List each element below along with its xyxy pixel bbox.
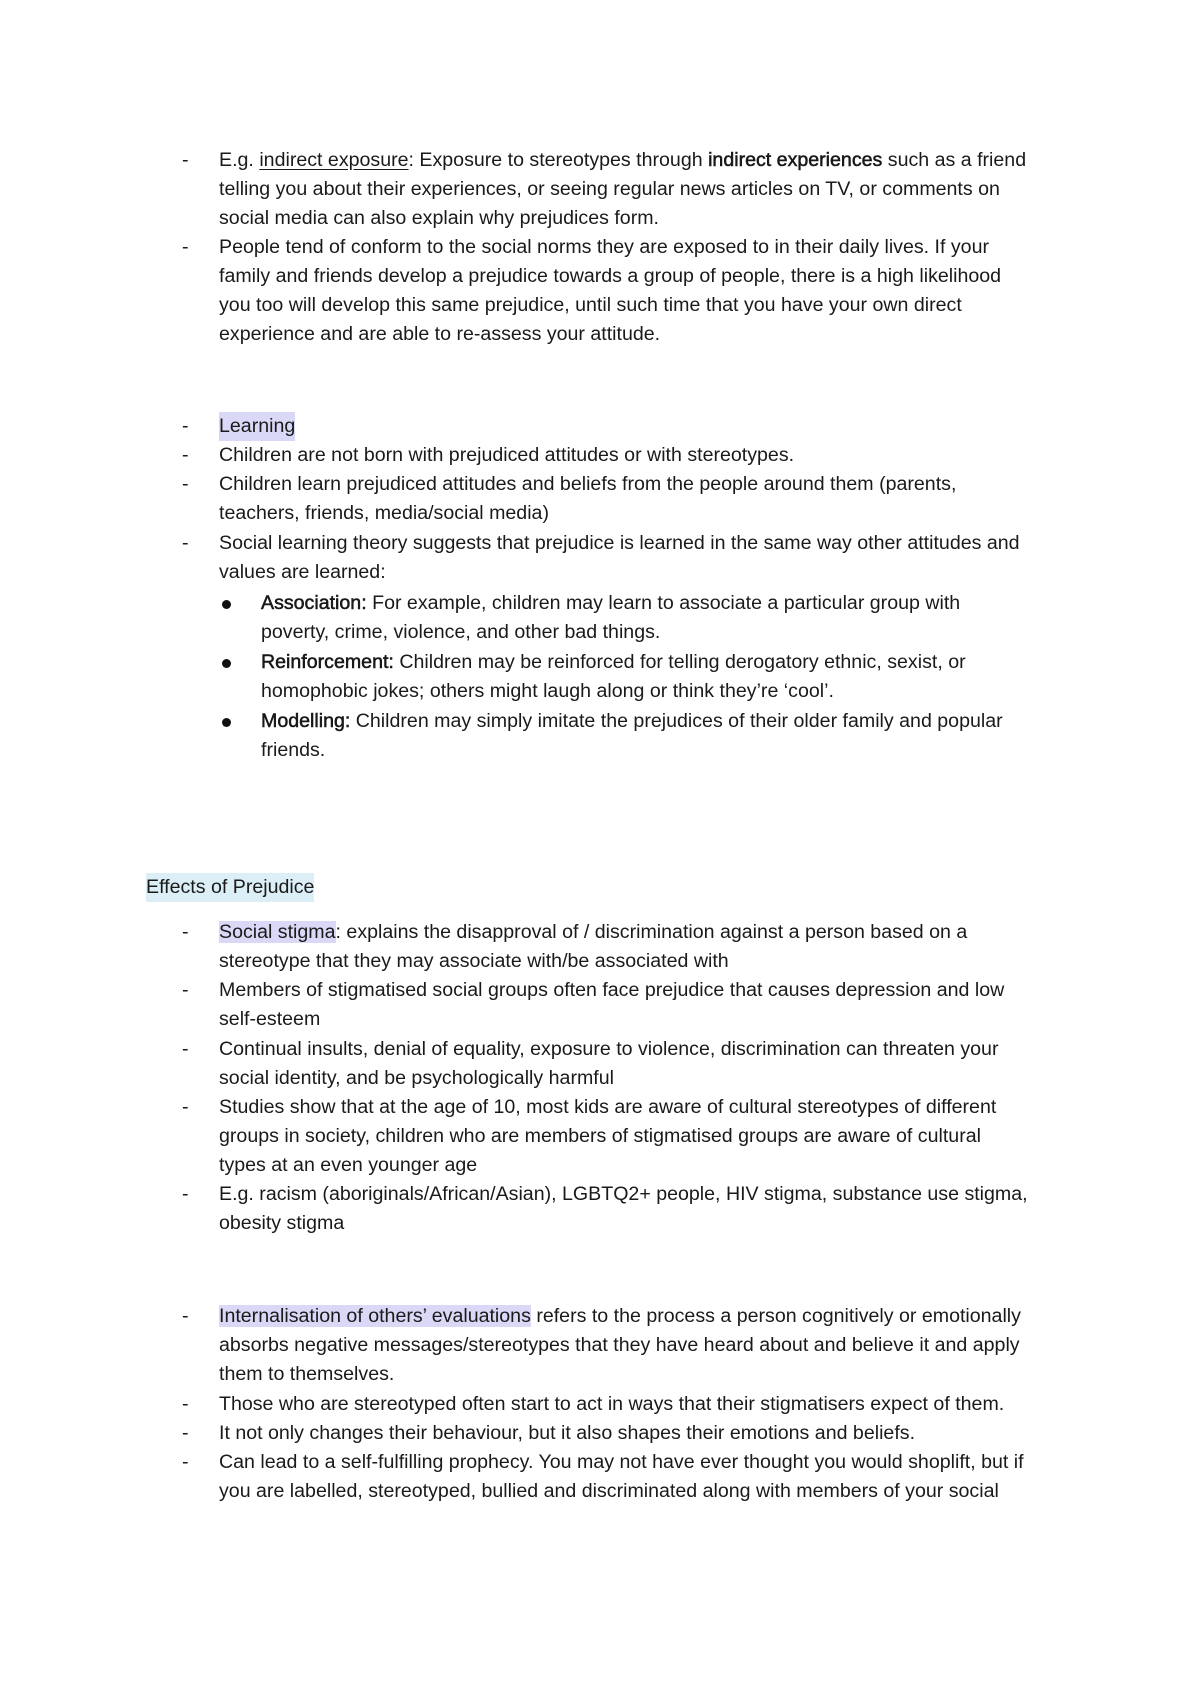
bullet-marker [222, 659, 231, 668]
dash-marker: - [182, 1393, 189, 1415]
dash-marker: - [182, 1451, 189, 1473]
list-item: - Social stigma: explains the disapproval of / discrimination against a person based on a [0, 918, 1200, 947]
bold-term: Modelling: [261, 710, 351, 732]
dash-marker: - [182, 236, 189, 258]
dash-marker: - [182, 1096, 189, 1118]
list-continuation: family and friends develop a prejudice towards a group of people, there is a high likelihood [219, 265, 1002, 287]
bullet-marker [222, 718, 231, 727]
dash-marker: - [182, 415, 189, 437]
list-item [0, 146, 1200, 175]
list-item: - E.g. racism (aboriginals/African/Asian), LGBTQ2+ people, HIV stigma, substance use stigma, [0, 1180, 1200, 1209]
dash-marker: - [182, 532, 189, 554]
dash-marker: - [182, 473, 189, 495]
list-continuation: groups in society, children who are members of stigmatised groups are aware of cultural [219, 1125, 981, 1147]
dash-marker: - [182, 979, 189, 1001]
dash-marker: - [182, 149, 189, 171]
list-continuation: them to themselves. [219, 1363, 395, 1385]
list-continuation: you are labelled, stereotyped, bullied and discriminated along with members of your social [219, 1480, 999, 1502]
list-continuation: teachers, friends, media/social media) [219, 502, 549, 524]
list-item: - Social learning theory suggests that prejudice is learned in the same way other attitudes and [0, 529, 1200, 558]
list-continuation: social media can also explain why prejudices form. [219, 207, 659, 229]
bullet-marker [222, 600, 231, 609]
bullet-item: Modelling: Children may simply imitate the prejudices of their older family and popular [0, 707, 1200, 736]
list-item: - People tend of conform to the social norms they are exposed to in their daily lives. If your [0, 233, 1200, 262]
list-item: - Can lead to a self-fulfilling prophecy. You may not have ever thought you would shoplift, but if [0, 1448, 1200, 1477]
list-item: - Internalisation of others’ evaluations refers to the process a person cognitively or emotionally [0, 1302, 1200, 1331]
dash-marker: - [182, 1183, 189, 1205]
bullet-continuation: friends. [261, 739, 326, 761]
list-continuation: experience and are able to re-assess your attitude. [219, 323, 661, 345]
dash-marker: - [182, 1422, 189, 1444]
list-item: - Children learn prejudiced attitudes and beliefs from the people around them (parents, [0, 470, 1200, 499]
list-continuation: social identity, and be psychologically harmful [219, 1067, 614, 1089]
bullet-item: Association: For example, children may learn to associate a particular group with [0, 589, 1200, 618]
bullet-continuation: homophobic jokes; others might laugh along or think they’re ‘cool’. [261, 680, 834, 702]
dash-marker: - [182, 444, 189, 466]
list-continuation: self-esteem [219, 1008, 321, 1030]
list-continuation: stereotype that they may associate with/be associated with [219, 950, 729, 972]
list-item: - Members of stigmatised social groups often face prejudice that causes depression and low [0, 976, 1200, 1005]
section-heading [0, 873, 1200, 902]
bullet-item: Reinforcement: Children may be reinforced for telling derogatory ethnic, sexist, or [0, 648, 1200, 677]
list-text: E.g. indirect exposure: Exposure to stereotypes through indirect experiences such as a friend [219, 149, 1027, 171]
list-continuation: obesity stigma [219, 1212, 345, 1234]
list-continuation: absorbs negative messages/stereotypes that they have heard about and believe it and apply [219, 1334, 1020, 1356]
underlined-term: indirect exposure [259, 149, 409, 171]
bullet-continuation: poverty, crime, violence, and other bad things. [261, 621, 661, 643]
section-title-learning: Learning [219, 412, 295, 441]
list-item: - Studies show that at the age of 10, most kids are aware of cultural stereotypes of different [0, 1093, 1200, 1122]
bold-term: Reinforcement: [261, 651, 394, 673]
dash-marker: - [182, 1038, 189, 1060]
highlighted-term: Social stigma [219, 921, 336, 943]
bold-term: Association: [261, 592, 367, 614]
dash-marker: - [182, 921, 189, 943]
heading-effects-of-prejudice: Effects of Prejudice [146, 873, 314, 902]
list-item: - Children are not born with prejudiced attitudes or with stereotypes. [0, 441, 1200, 470]
list-continuation: values are learned: [219, 561, 386, 583]
list-continuation: you too will develop this same prejudice, until such time that you have your own direct [219, 294, 962, 316]
list-item: - It not only changes their behaviour, but it also shapes their emotions and beliefs. [0, 1419, 1200, 1448]
bold-term: indirect experiences [708, 149, 883, 171]
list-item: - Continual insults, denial of equality, exposure to violence, discrimination can threaten your [0, 1035, 1200, 1064]
highlighted-term: Internalisation of others’ evaluations [219, 1305, 531, 1327]
list-item: - Those who are stereotyped often start to act in ways that their stigmatisers expect of them. [0, 1390, 1200, 1419]
list-item [0, 412, 1200, 441]
list-continuation: types at an even younger age [219, 1154, 478, 1176]
list-continuation: telling you about their experiences, or seeing regular news articles on TV, or comments on [219, 178, 1000, 200]
dash-marker: - [182, 1305, 189, 1327]
